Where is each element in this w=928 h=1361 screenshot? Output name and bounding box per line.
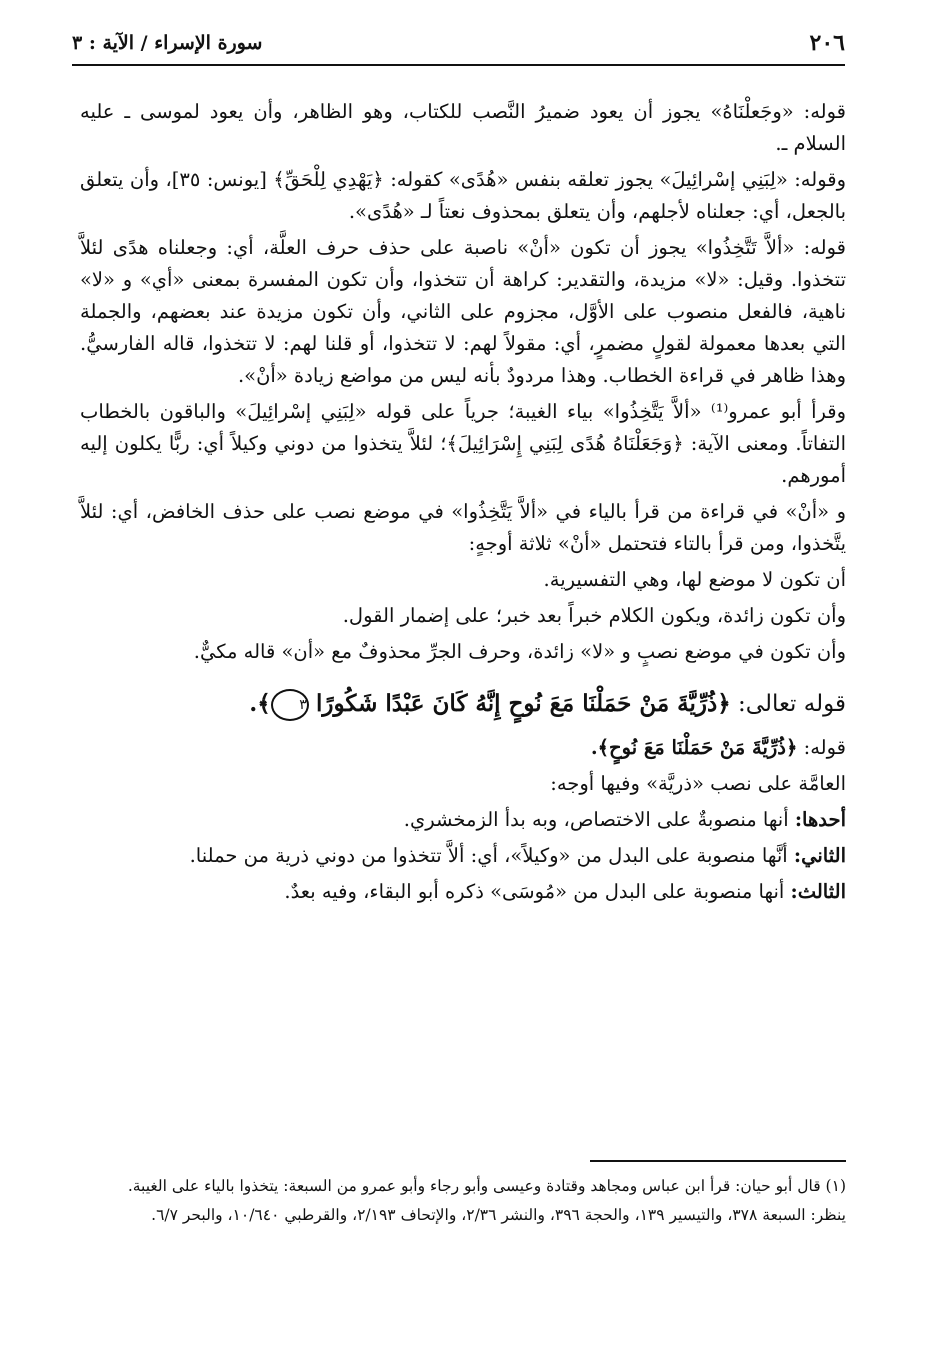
list-item xyxy=(80,804,846,836)
paragraph: وقرأ أبو عمرو⁽¹⁾ «ألاَّ يَتَّخِذُوا» بياء الغيبة؛ جرياً على قوله «لِبَنِي إسْرائِيلَ» والباقون بالخطاب التفاتاً. ومعنى الآية: ﴿وَجَعَلْنَاهُ هُدًى لِبَنِي إِسْرَائِيلَ﴾؛ لئلاَّ يتخذوا من دوني وكيلاً أي: ربًّا يكلون إليه أمورهم. xyxy=(80,400,846,487)
commentary-line: العامَّة على نصب «ذريَّة» وفيها أوجه: xyxy=(550,772,846,795)
verse-text: ﴿ذُرِّيَّةَ مَنْ حَمَلْنَا مَعَ نُوحٍ إِنَّهُ كَانَ عَبْدًا شَكُورًا xyxy=(316,690,731,717)
footnote: (١) قال أبو حيان: قرأ ابن عباس ومجاهد وقتادة وعيسى وأبو رجاء وأبو عمرو من السبعة: يتخذوا بالياء على الغيبة. xyxy=(127,1177,846,1195)
page-header xyxy=(72,30,845,66)
footnote: ينظر: السبعة ٣٧٨، والتيسير ١٣٩، والحجة ٣٩٦، والنشر ٢/٣٦، والإتحاف ٢/١٩٣، والقرطبي ١٠/٦٤٠، والبحر ٦/٧. xyxy=(151,1206,846,1224)
footnote-rule xyxy=(590,1160,846,1162)
paragraph: و «أنْ» في قراءة من قرأ بالياء في «ألاَّ يَتَّخِذُوا» في موضع نصب على حذف الخافض، أي: لئلاَّ يتَّخذوا، ومن قرأ بالتاء فتحتمل «أنْ» ثلاثة أوجهٍ: xyxy=(80,500,846,555)
paragraph: قوله: «وجَعلْنَاهُ» يجوز أن يعود ضميرُ النَّصب للكتاب، وهو الظاهر، وأن يعود لموسى ـ عليه السلام ـ. xyxy=(80,100,846,155)
verse-heading xyxy=(80,684,846,724)
item-label: أحدها: xyxy=(794,808,846,831)
paragraph: وأن تكون زائدة، ويكون الكلام خبراً بعد خبر؛ على إضمار القول. xyxy=(342,604,846,627)
header-rule xyxy=(72,64,845,66)
verse-close: ﴾. xyxy=(249,690,271,717)
paragraph: قوله: «ألاَّ تَتَّخِذُوا» يجوز أن تكون «أنْ» ناصبة على حذف حرف العلَّة، أي: وجعلناه هدًى لئلاَّ تتخذوا. وقيل: «لا» مزيدة، والتقدير: كراهة أن تتخذوا، وأن تكون المفسرة بمعنى «أي» و «لا» ناهية، فالفعل منصوب على الأوَّل، مجزوم على الثاني، وأن تكون مزيدة عند بعضهم، والجملة التي بعدها معمولة لقولٍ مضمرٍ، أي: مقولاً لهم: لا تتخذوا، أو قلنا لهم: لا تتخذوا، قاله الفارسيُّ. وهذا ظاهر في قراءة الخطاب. وهذا مردودٌ بأنه ليس من مواضع زيادة «أنْ». xyxy=(80,236,846,387)
paragraph: أن تكون لا موضع لها، وهي التفسيرية. xyxy=(543,568,846,591)
item-text: أنَّها منصوبة على البدل من «وكيلاً»، أي: ألاَّ تتخذوا من دوني ذرية من حملنا. xyxy=(189,844,788,867)
commentary-intro: قوله: xyxy=(803,736,846,759)
item-text: أنها منصوبةٌ على الاختصاص، وبه بدأ الزمخشري. xyxy=(403,808,789,831)
item-label: الثالث: xyxy=(790,880,846,903)
verse-intro: قوله تعالى: xyxy=(738,691,846,717)
commentary-line xyxy=(80,732,846,764)
item-text: أنها منصوبة على البدل من «مُوسَى» ذكره أبو البقاء، وفيه بعدٌ. xyxy=(284,880,785,903)
commentary-quote: ﴿ذُرِّيَّةَ مَنْ حَمَلْنَا مَعَ نُوحٍ﴾. xyxy=(590,736,798,759)
paragraph: وقوله: «لِبَنِي إسْرائِيلَ» يجوز تعلقه بنفس «هُدًى» كقوله: ﴿يَهْدِي لِلْحَقِّ﴾ [يونس: ٣٥]، وأن يتعلق بالجعل، أي: جعلناه لأجلهم، وأن يتعلق بمحذوف نعتاً لـ «هُدًى». xyxy=(80,168,847,223)
item-label: الثاني: xyxy=(793,844,846,867)
main-text xyxy=(80,96,846,912)
footnotes xyxy=(80,1172,846,1230)
list-item xyxy=(80,840,846,872)
list-item xyxy=(80,876,846,908)
ayah-number-marker: ٣ xyxy=(271,689,309,721)
running-title: سورة الإسراء / الآية : ٣ xyxy=(72,32,263,54)
page-number: ٢٠٦ xyxy=(809,30,845,56)
paragraph: وأن تكون في موضع نصبٍ و «لا» زائدة، وحرف الجرِّ محذوفٌ مع «أن» قاله مكيٌّ. xyxy=(193,640,846,663)
